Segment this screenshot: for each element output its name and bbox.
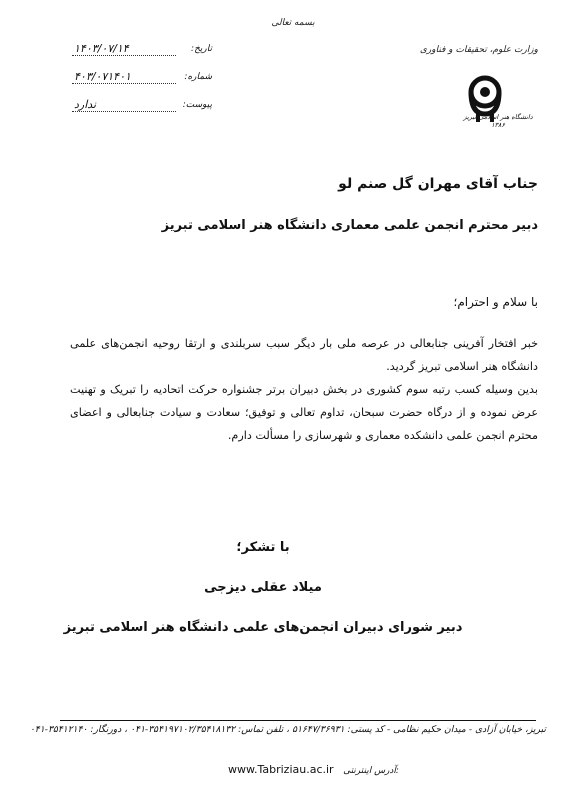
website-link[interactable]: www.Tabriziau.ac.ir	[228, 763, 334, 776]
attachment-value: ندارد	[72, 98, 176, 112]
letter-number-value: ۴۰۳/۰۷۱۴۰۱	[72, 70, 176, 84]
greeting: با سلام و احترام؛	[453, 295, 538, 309]
signer-name: میلاد عقلی دیزجی	[204, 580, 322, 595]
footer-divider	[60, 720, 536, 721]
attachment-row	[72, 100, 212, 114]
addressee-name: جناب آقای مهران گل صنم لو	[338, 176, 538, 192]
footer-website-row	[228, 763, 399, 776]
body-paragraph-1: خبر افتخار آفرینی جنابعالی در عرصه ملی بار دیگر سبب سربلندی و ارتقا روحیه انجمن‌های علمی دانشگاه هنر اسلامی تبریز گردید.	[70, 337, 538, 373]
basmala: بسمه تعالی	[271, 18, 315, 28]
body-paragraph-2: بدین وسیله کسب رتبه سوم کشوری در بخش دبیران برتر جشنواره حرکت اتحادیه را تبریک و تهنیت عرض نموده و از درگاه حضرت سبحان، تداوم تعالی و توفیق؛ سعادت و سیادت جنابعالی و اعضای محترم انجمن علمی دانشکده معماری و شهرسازی را مسألت دارم.	[70, 383, 538, 442]
university-name: دانشگاه هنر اسلامی تبریز ۱۳۸۶	[463, 113, 533, 129]
date-row	[72, 44, 212, 58]
closing-thanks: با تشکر؛	[236, 540, 290, 555]
website-label: آدرس اینترنتی:	[343, 766, 399, 776]
addressee-position: دبیر محترم انجمن علمی معماری دانشگاه هنر اسلامی تبریز	[161, 218, 538, 233]
attachment-label: پیوست:	[182, 100, 212, 110]
letter-number-label: شماره:	[184, 72, 212, 82]
date-value: ۱۴۰۳/۰۷/۱۴	[72, 42, 176, 56]
date-label: تاریخ:	[191, 44, 212, 54]
ministry-name: وزارت علوم، تحقیقات و فناوری	[419, 45, 538, 55]
letter-number-row	[72, 72, 212, 86]
signer-title: دبیر شورای دبیران انجمن‌های علمی دانشگاه هنر اسلامی تبریز	[63, 620, 463, 635]
footer-address: تبریز، خیابان آزادی - میدان حکیم نظامی - کد پستی: ۵۱۶۴۷/۳۶۹۳۱ ، تلفن تماس: ۳۵۴۱۹۷۱۰۲/۳۵۴۱۸۱۳۲-۰۴۱ ، دورنگار: ۳۵۴۱۲۱۴۰-۰۴۱	[29, 724, 546, 735]
letter-body	[70, 332, 538, 447]
